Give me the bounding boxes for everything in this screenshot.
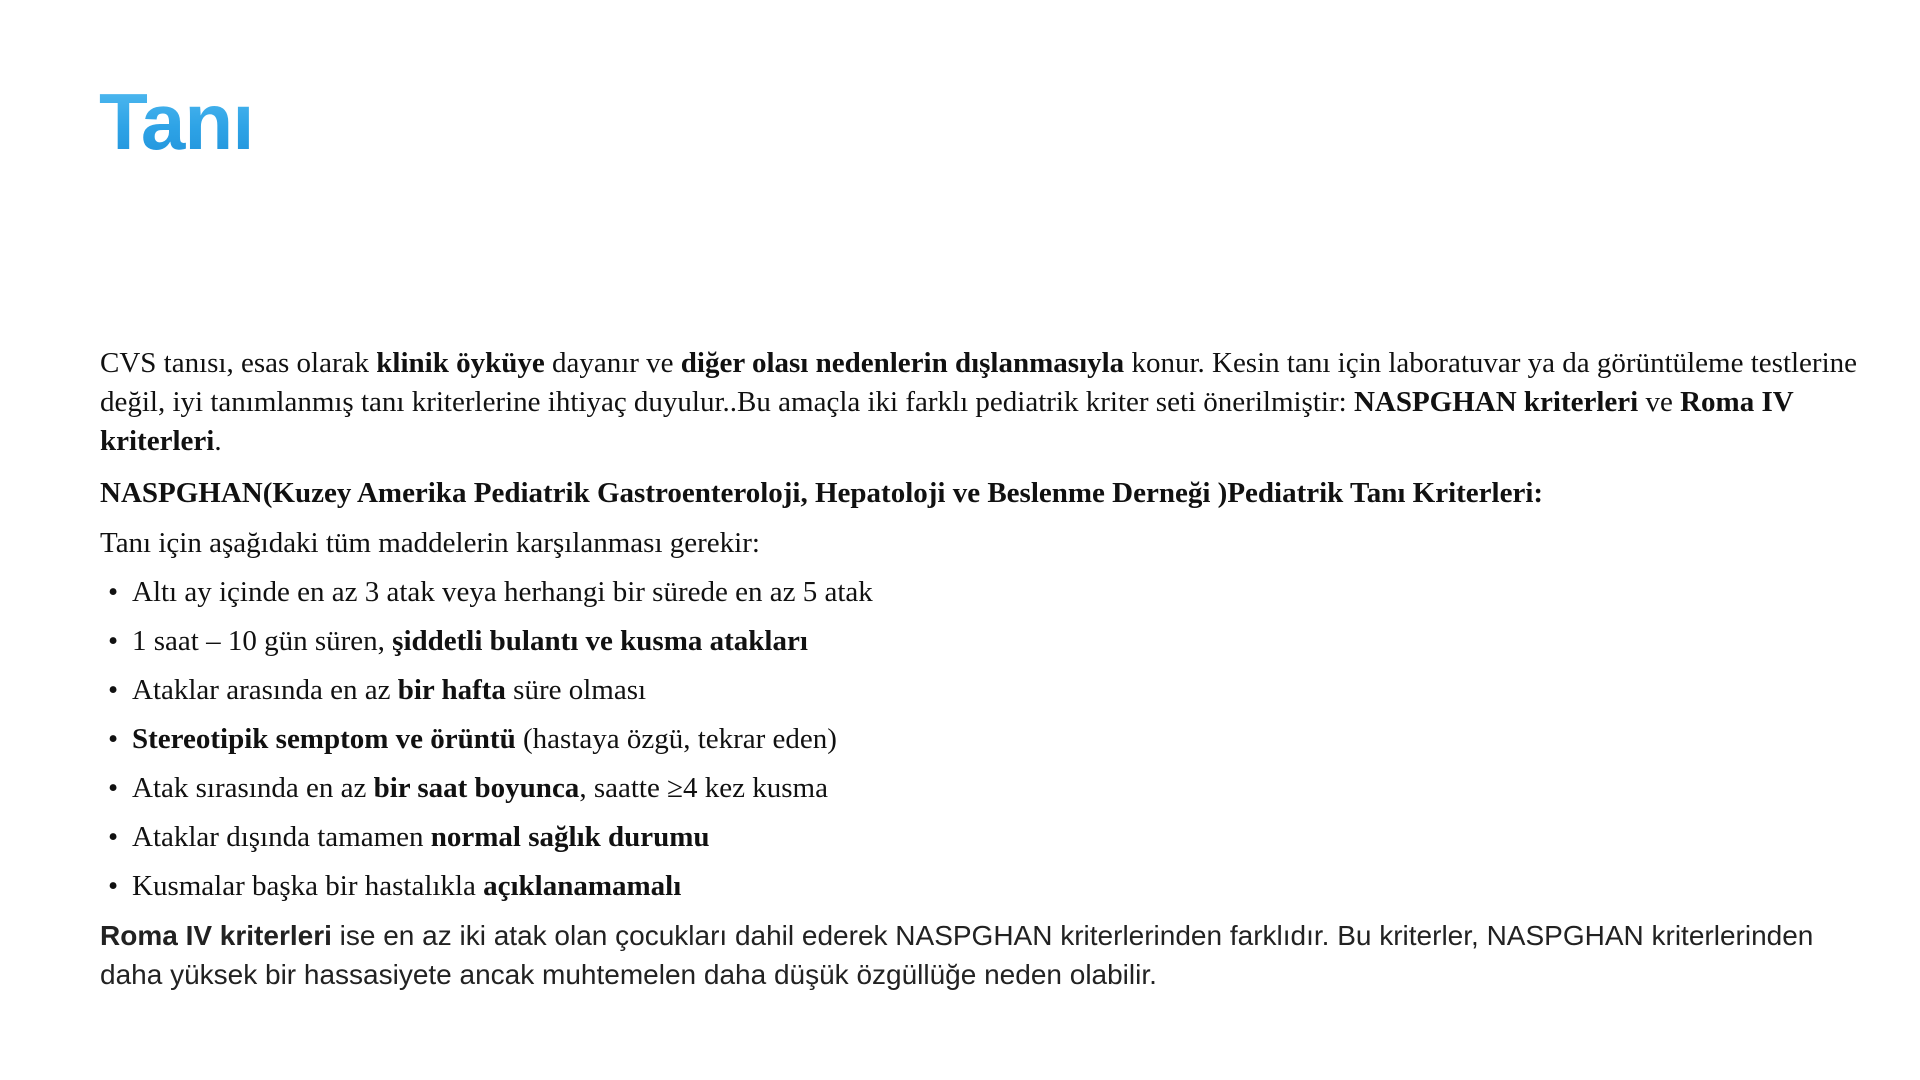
bullet-icon: • — [108, 674, 119, 706]
criteria-item — [100, 818, 1860, 857]
naspghan-heading: NASPGHAN(Kuzey Amerika Pediatrik Gastroenteroloji, Hepatoloji ve Beslenme Derneği )Pediatrik Tanı Kriterleri: — [100, 477, 1544, 509]
criteria-text-pre: Ataklar dışında tamamen — [132, 821, 431, 853]
intro-bold-roma: Roma IV kriterleri — [100, 386, 1794, 457]
intro-bold-exclusion: diğer olası nedenlerin dışlanmasıyla — [680, 347, 1125, 379]
roma-paragraph — [100, 916, 1860, 994]
bullet-icon: • — [108, 870, 119, 902]
criteria-text-bold: normal sağlık durumu — [430, 821, 710, 853]
criteria-text-pre: Atak sırasında en az — [132, 772, 374, 804]
criteria-text-bold: bir hafta — [397, 674, 506, 706]
criteria-item — [100, 867, 1860, 906]
roma-bold: Roma IV kriterleri — [100, 920, 332, 951]
bullet-icon: • — [108, 625, 119, 657]
intro-text-1: CVS tanısı, esas olarak — [100, 347, 377, 379]
criteria-text-pre: Altı ay içinde en az 3 atak veya herhangi bir sürede en az 5 atak — [132, 576, 873, 608]
intro-text-4: ve — [1638, 386, 1681, 418]
intro-bold-clinical-history: klinik öyküye — [376, 347, 545, 379]
bullet-icon: • — [108, 576, 119, 608]
criteria-item — [100, 769, 1860, 808]
criteria-item — [100, 622, 1860, 661]
intro-text-2: dayanır ve — [544, 347, 681, 379]
criteria-text-bold: Stereotipik semptom ve örüntü — [132, 723, 516, 755]
bullet-icon: • — [108, 821, 119, 853]
bullet-icon: • — [108, 772, 119, 804]
bullet-icon: • — [108, 723, 119, 755]
intro-paragraph — [100, 344, 1860, 461]
criteria-item — [100, 573, 1860, 612]
intro-bold-naspghan: NASPGHAN kriterleri — [1353, 386, 1639, 418]
criteria-item — [100, 720, 1860, 759]
criteria-text-pre: Ataklar arasında en az — [132, 674, 398, 706]
criteria-text-post: , saatte ≥4 kez kusma — [579, 772, 828, 804]
intro-text-5: . — [214, 425, 222, 457]
criteria-text-pre: Kusmalar başka bir hastalıkla — [132, 870, 484, 902]
criteria-text-bold: şiddetli bulantı ve kusma atakları — [392, 625, 808, 657]
slide-title: Tanı — [99, 72, 254, 172]
slide-body — [100, 344, 1860, 994]
criteria-intro: Tanı için aşağıdaki tüm maddelerin karşılanması gerekir: — [100, 527, 760, 559]
roma-text: ise en az iki atak olan çocukları dahil ederek NASPGHAN kriterlerinden farklıdır. Bu kriterler, NASPGHAN kriterlerinden daha yüksek bir hassasiyete ancak muhtemelen daha düşük özgüllüğe neden olabilir. — [100, 920, 1814, 990]
intro-text-3: konur. Kesin tanı için laboratuvar ya da görüntüleme testlerine değil, iyi tanımlanmış tanı kriterlerine ihtiyaç duyulur..Bu amaçla iki farklı pediatrik kriter seti önerilmiştir: — [100, 347, 1858, 418]
criteria-list — [100, 573, 1860, 906]
criteria-item — [100, 671, 1860, 710]
criteria-text-bold: açıklanamamalı — [483, 870, 682, 902]
criteria-text-bold: bir saat boyunca — [373, 772, 580, 804]
criteria-text-pre: 1 saat – 10 gün süren, — [132, 625, 393, 657]
criteria-text-post: (hastaya özgü, tekrar eden) — [515, 723, 837, 755]
criteria-text-post: süre olması — [505, 674, 647, 706]
